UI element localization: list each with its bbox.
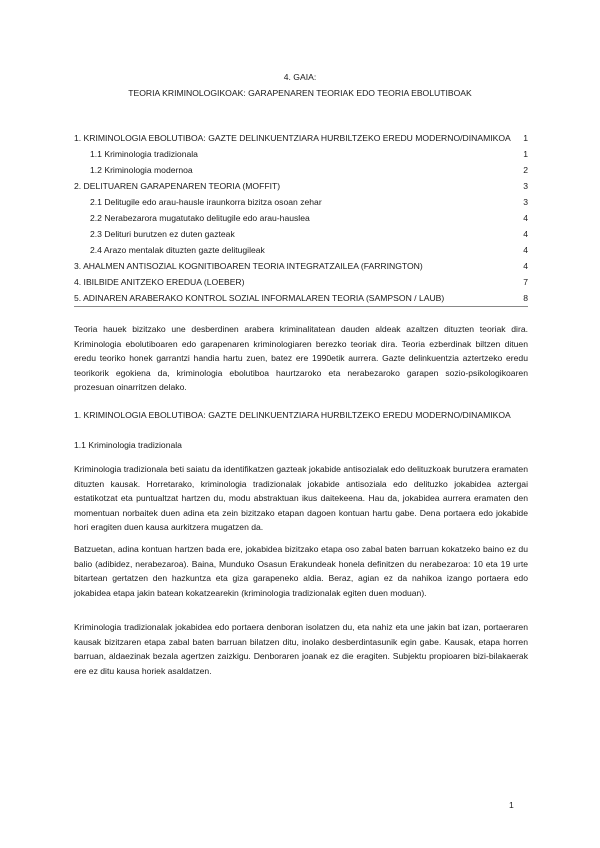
toc-entry-title: 1. KRIMINOLOGIA EBOLUTIBOA: GAZTE DELINKUENTZIARA HURBILTZEKO EREDU MODERNO/DINAMIKOA [74,133,511,143]
toc-entry-title: 2.2 Nerabezarora mugatutako delitugile edo arau-hauslea [90,213,310,223]
toc-entry-page: 3 [523,197,528,207]
toc-entry-page: 7 [523,277,528,287]
toc-entry-page: 4 [523,229,528,239]
toc-entry-title: 2. DELITUAREN GARAPENAREN TEORIA (MOFFIT) [74,181,281,191]
chapter-number: 4. GAIA: [283,72,317,82]
body-paragraph: Kriminologia tradizionalak jokabidea edo portaera denboran isolatzen du, eta nahiz eta une jakin bat izan, portaeraren kausak bizitzaren etapa zabal baten barruan bilatzen ditu, inolako desberdintasunik egin gabe. Kausak, etapa horren barruan, aldaezinak bezala agertzen zaizkigu. Denboraren joanak ez die eragiten. Subjektu propioaren bizi-bilakaerak ere ez ditu kausa horiek asaldatzen. [74,622,528,676]
toc-entry-page: 4 [523,245,528,255]
toc-entry-title: 2.4 Arazo mentalak dituzten gazte delitugileak [90,245,265,255]
intro-paragraph: Teoria hauek bizitzako une desberdinen arabera kriminalitatean dauden aldeak azaltzen dituzten teoriak dira. Kriminologia ebolutiboaren edo garapenaren kriminologiaren berezko teoriak dira. Teoria ezberdinak biltzen dituen eredu teoriko honek garrantzi handia hartu zuen, batez ere 1990etik aurrera. Gazte delinkuentzia aztertzeko eredu teorikorik egokiena da, kriminologia ebolutiboa haurtzaroko eta nerabezaroko garapen sozio-psikologikoaren prozesuan oinarritzen delako. [74,324,528,393]
toc-entry[interactable] [74,226,528,242]
toc-entry-page: 1 [523,149,528,159]
toc-entry[interactable] [74,274,528,290]
page-number: 1 [509,800,514,810]
toc-entry-title: 4. IBILBIDE ANITZEKO EREDUA (LOEBER) [74,277,245,287]
section-heading: 1. KRIMINOLOGIA EBOLUTIBOA: GAZTE DELINKUENTZIARA HURBILTZEKO EREDU MODERNO/DINAMIKOA [74,410,511,420]
toc-entry-title: 5. ADINAREN ARABERAKO KONTROL SOZIAL INFORMALAREN TEORIA (SAMPSON / LAUB) [74,293,445,303]
toc-entry[interactable] [74,178,528,194]
toc-entry-page: 4 [523,213,528,223]
toc-entry-page: 4 [523,261,528,271]
toc-entry[interactable] [74,130,528,146]
subsection-heading: 1.1 Kriminologia tradizionala [74,440,182,450]
toc-entry-title: 2.3 Delituri burutzen ez duten gazteak [90,229,235,239]
toc-entry-page: 1 [523,133,528,143]
toc-entry[interactable] [74,242,528,258]
body-paragraph: Batzuetan, adina kontuan hartzen bada ere, jokabidea bizitzako etapa oso zabal baten barruan kokatzeko baino ez du balio (adibidez, nerabezaroa). Baina, Munduko Osasun Erakundeak honela definitzen du nerabezaroa: 10 eta 19 urte bitartean gertatzen den hazkuntza eta giza garapeneko aldia. Beraz, agian ez da nahikoa izango portaera edo jokabidea etapa jakin batean kokatzearekin (kriminologia tradizionalak egiten duen moduan). [74,544,528,598]
toc-entry-page: 2 [523,165,528,175]
table-of-contents [74,130,528,306]
toc-divider [74,306,528,307]
chapter-title: TEORIA KRIMINOLOGIKOAK: GARAPENAREN TEORIAK EDO TEORIA EBOLUTIBOAK [128,88,472,98]
toc-entry-title: 3. AHALMEN ANTISOZIAL KOGNITIBOAREN TEORIA INTEGRATZAILEA (FARRINGTON) [74,261,423,271]
toc-entry[interactable] [74,290,528,306]
toc-entry-title: 1.1 Kriminologia tradizionala [90,149,198,159]
body-paragraph: Kriminologia tradizionala beti saiatu da identifikatzen gazteak jokabide antisozialak edo delituzkoak burutzera eramaten dituzten kausak. Horretarako, kriminologia tradizionalak jokabide antisoziala edo delituzko jokabidea aztergai estatikotzat eta puntualtzat hartzen du, modu abstraktuan ikus daitekeena. Hau da, jokabidea aurrera eramaten den momentuan norbaitek duen adina eta zein bizitzako etapan dagoen kontuan hartu gabe. Dena portaera edo jokabide hori eragiten duen kausa aurkitzera mugatzen da. [74,464,528,533]
toc-entry-title: 2.1 Delitugile edo arau-hausle iraunkorra bizitza osoan zehar [90,197,322,207]
toc-entry-page: 8 [523,293,528,303]
toc-entry[interactable] [74,146,528,162]
toc-entry-page: 3 [523,181,528,191]
toc-entry-title: 1.2 Kriminologia modernoa [90,165,193,175]
toc-entry[interactable] [74,162,528,178]
toc-entry[interactable] [74,258,528,274]
toc-entry[interactable] [74,194,528,210]
toc-entry[interactable] [74,210,528,226]
